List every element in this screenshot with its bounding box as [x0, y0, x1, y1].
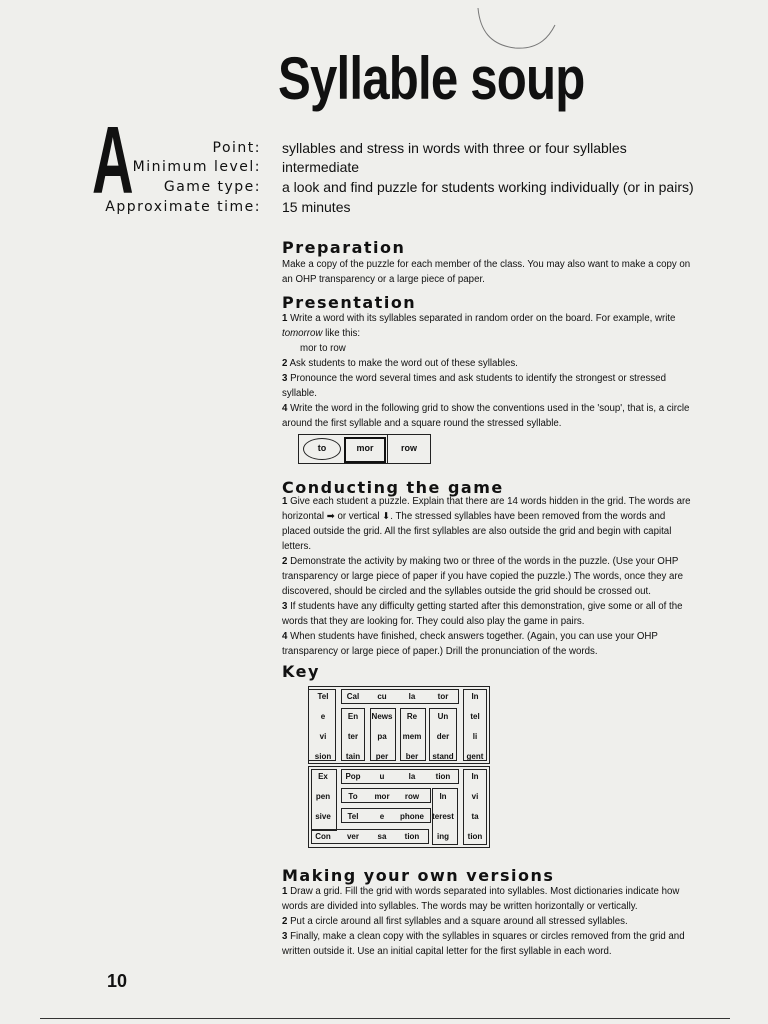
grid-cell: Con — [315, 832, 331, 841]
grid-cell: mor — [374, 792, 390, 801]
grid-cell: Un — [437, 712, 449, 721]
grid-cell: sion — [314, 752, 332, 761]
step-number: 2 — [282, 358, 288, 369]
grid-cell: sive — [315, 812, 331, 821]
info-label-point: Point: — [212, 140, 261, 156]
demo-syllable-grid — [298, 434, 431, 464]
info-label-time: Approximate time: — [105, 199, 261, 215]
grid-cell: tain — [345, 752, 361, 761]
presentation-step-2: Ask students to make the word out of these syllables. — [289, 358, 518, 369]
preparation-heading: Preparation — [282, 238, 406, 257]
grid-cell: terest — [432, 812, 454, 821]
step-number: 3 — [282, 601, 288, 612]
grid-cell: e — [320, 712, 326, 721]
grid-cell: pa — [377, 732, 387, 741]
step-number: 1 — [282, 886, 288, 897]
step-number: 4 — [282, 403, 288, 414]
demo-syllable-1: to — [317, 443, 327, 453]
grid-cell: News — [371, 712, 393, 721]
step-number: 2 — [282, 556, 288, 567]
presentation-step-3: Pronounce the word several times and ask students to identify the strongest or stressed syllable. — [282, 373, 666, 399]
grid-cell: In — [439, 792, 447, 801]
conducting-heading: Conducting the game — [282, 478, 504, 497]
step-number: 4 — [282, 631, 288, 642]
info-value-level: intermediate — [282, 159, 360, 175]
key-grid — [308, 686, 488, 848]
grid-cell: phone — [400, 812, 424, 821]
grid-cell: En — [347, 712, 359, 721]
info-label-level: Minimum level: — [132, 159, 261, 175]
step-number: 1 — [282, 313, 288, 324]
conducting-step-2: Demonstrate the activity by making two or three of the words in the puzzle. (Use your OHP transparency or large piece of paper if you have copied the puzzle.) The words, once they are discovered, should be circled and the syllables outside the grid should be crossed out. — [282, 556, 684, 597]
making-step-2: Put a circle around all first syllables and a square around all stressed syllables. — [290, 916, 628, 927]
page-number: 10 — [107, 971, 128, 991]
grid-cell: Tel — [317, 692, 329, 701]
grid-cell: tion — [404, 832, 420, 841]
conducting-step-4: When students have finished, check answers together. (Again, you can use your OHP transparency or large piece of paper.) Drill the pronunciation of the words. — [282, 631, 658, 657]
preparation-paragraph: Make a copy of the puzzle for each member of the class. You may also want to make a copy on an OHP transparency or a large piece of paper. — [282, 259, 691, 285]
presentation-step-1-after: like this: — [325, 328, 361, 339]
grid-cell: u — [379, 772, 385, 781]
info-label-game-type: Game type: — [163, 179, 261, 195]
grid-cell: In — [471, 692, 479, 701]
info-value-game-type: a look and find puzzle for students working individually (or in pairs) — [282, 179, 694, 195]
grid-cell: pen — [315, 792, 331, 801]
grid-cell: sa — [377, 832, 387, 841]
grid-cell: per — [375, 752, 389, 761]
grid-cell: Pop — [345, 772, 361, 781]
step-number: 2 — [282, 916, 288, 927]
section-letter: A — [92, 107, 134, 214]
making-step-3: Finally, make a clean copy with the syllables in squares or circles removed from the grid and written outside it. Use an initial capital letter for the first syllable in each word. — [282, 931, 685, 957]
grid-cell: vi — [471, 792, 479, 801]
making-step-1: Draw a grid. Fill the grid with words separated into syllables. Most dictionaries indicate how words are divided into syllables. The words may be written horizontally or vertically. — [282, 886, 680, 912]
presentation-text — [282, 311, 692, 431]
grid-cell: la — [408, 772, 416, 781]
syllable-sample: mor to row — [300, 343, 346, 354]
grid-cell: ing — [437, 832, 449, 841]
making-heading: Making your own versions — [282, 866, 555, 885]
presentation-step-4: Write the word in the following grid to show the conventions used in the 'soup', that is, a circle around the first syllable and a square round the stressed syllable. — [282, 403, 690, 429]
conducting-step-3: If students have any difficulty getting started after this demonstration, give some or all of the words that they are looking for. They could also play the game in pairs. — [282, 601, 683, 627]
grid-cell: In — [471, 772, 479, 781]
step-number: 3 — [282, 373, 288, 384]
grid-cell: stand — [432, 752, 454, 761]
preparation-text — [282, 257, 692, 287]
grid-cell: To — [348, 792, 358, 801]
demo-syllable-3: row — [400, 443, 417, 453]
conducting-step-1: Give each student a puzzle. Explain that there are 14 words hidden in the grid. The words are horizontal ➡ or vertical ⬇. The stressed syllables have been removed from the words and placed outside the grid. All the first syllables are also outside the grid and begin with capital letters. — [282, 496, 691, 552]
presentation-heading: Presentation — [282, 293, 417, 312]
grid-cell: li — [472, 732, 478, 741]
grid-cell: gent — [466, 752, 484, 761]
grid-cell: cu — [377, 692, 387, 701]
step-number: 1 — [282, 496, 288, 507]
bottom-rule — [40, 1018, 730, 1019]
grid-cell: mem — [402, 732, 422, 741]
step-number: 3 — [282, 931, 288, 942]
demo-syllable-2: mor — [356, 443, 374, 453]
conducting-text — [282, 494, 692, 659]
grid-cell: Tel — [347, 812, 359, 821]
divider — [387, 435, 388, 463]
grid-cell: tion — [467, 832, 483, 841]
example-word: tomorrow — [282, 328, 323, 339]
grid-cell: Re — [406, 712, 418, 721]
grid-cell: Ex — [318, 772, 328, 781]
grid-cell: la — [408, 692, 416, 701]
info-value-time: 15 minutes — [282, 199, 351, 215]
grid-cell: tor — [437, 692, 449, 701]
grid-cell: row — [404, 792, 420, 801]
grid-cell: tel — [470, 712, 480, 721]
making-text — [282, 884, 692, 959]
grid-cell: vi — [319, 732, 327, 741]
grid-cell: der — [436, 732, 450, 741]
grid-cell: ver — [346, 832, 359, 841]
page-title: Syllable soup — [278, 45, 585, 112]
grid-cell: ber — [405, 752, 419, 761]
presentation-step-1: Write a word with its syllables separated in random order on the board. For example, write — [290, 313, 676, 324]
grid-cell: e — [379, 812, 385, 821]
info-value-point: syllables and stress in words with three or four syllables — [282, 140, 627, 156]
grid-cell: tion — [435, 772, 451, 781]
grid-cell: ta — [471, 812, 479, 821]
grid-cell: Cal — [346, 692, 360, 701]
key-heading: Key — [282, 662, 320, 681]
grid-cell: ter — [347, 732, 359, 741]
